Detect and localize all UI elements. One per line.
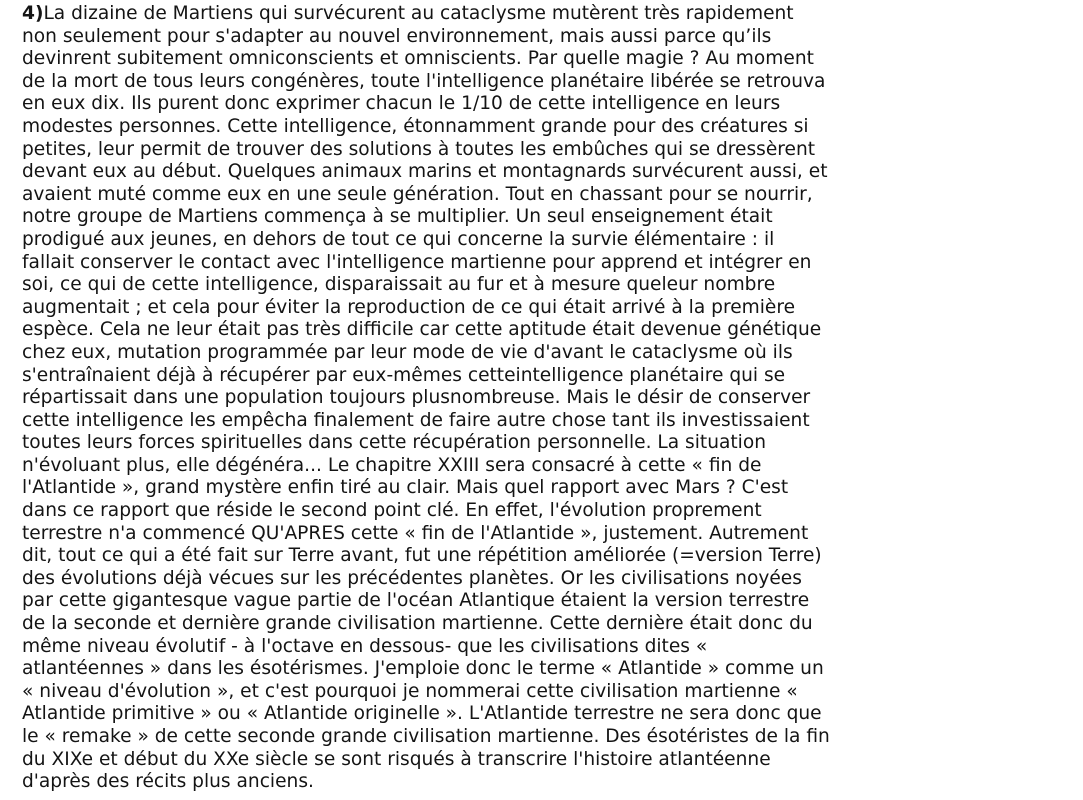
text-line-25: dit, tout ce qui a été fait sur Terre avant, fut une répétition améliorée (=version Terre) [22, 545, 822, 567]
text-line-9: avaient muté comme eux en une seule génération. Tout en chassant pour se nourrir, [22, 183, 813, 205]
text-line-22: l'Atlantide », grand mystère enfin tiré au clair. Mais quel rapport avec Mars ? C'est [22, 477, 789, 499]
text-line-28: de la seconde et dernière grande civilisation martienne. Cette dernière était donc du [22, 613, 813, 635]
text-line-27: par cette gigantesque vague partie de l'océan Atlantique étaient la version terrestre [22, 590, 810, 612]
text-line-30: atlantéennes » dans les ésotérismes. J'emploie donc le terme « Atlantide » comme un [22, 658, 824, 680]
text-line-26: des évolutions déjà vécues sur les précédentes planètes. Or les civilisations noyées [22, 567, 802, 589]
text-line-31: « niveau d'évolution », et c'est pourquoi je nommerai cette civilisation martienne « [22, 680, 798, 702]
text-line-7: petites, leur permit de trouver des solutions à toutes les embûches qui se dressèrent [22, 138, 816, 160]
text-line-14: augmentait ; et cela pour éviter la reproduction de ce qui était arrivé à la première [22, 296, 796, 318]
text-line-35: d'après des récits plus anciens. [22, 771, 314, 793]
text-line-11: prodigué aux jeunes, en dehors de tout ce qui concerne la survie élémentaire : il [22, 228, 775, 250]
text-line-5: en eux dix. Ils purent donc exprimer chacun le 1/10 de cette intelligence en leurs [22, 93, 781, 115]
text-line-15: espèce. Cela ne leur était pas très difficile car cette aptitude était devenue génétique [22, 319, 822, 341]
text-line-24: terrestre n'a commencé QU'APRES cette « fin de l'Atlantide », justement. Autrement [22, 522, 809, 544]
text-line-19: cette intelligence les empêcha finalement de faire autre chose tant ils investissaient [22, 409, 810, 431]
text-line-32: Atlantide primitive » ou « Atlantide originelle ». L'Atlantide terrestre ne sera donc que [22, 703, 822, 725]
text-line-23: dans ce rapport que réside le second point clé. En effet, l'évolution proprement [22, 500, 762, 522]
text-line-18: répartissait dans une population toujours plusnombreuse. Mais le désir de conserver [22, 387, 811, 409]
text-line-3: devinrent subitement omniconscients et omniscients. Par quelle magie ? Au moment [22, 48, 814, 70]
section-number: 4) [22, 3, 44, 24]
text-line-29: même niveau évolutif - à l'octave en dessous- que les civilisations dites « [22, 635, 708, 657]
text-line-6: modestes personnes. Cette intelligence, étonnamment grande pour des créatures si [22, 115, 809, 137]
text-line-34: du XIXe et début du XXe siècle se sont risqués à transcrire l'histoire atlantéenne [22, 748, 771, 770]
text-line-16: chez eux, mutation programmée par leur mode de vie d'avant le cataclysme où ils [22, 341, 793, 363]
text-line-2: non seulement pour s'adapter au nouvel environnement, mais aussi parce qu’ils [22, 25, 772, 47]
text-line-10: notre groupe de Martiens commença à se multiplier. Un seul enseignement était [22, 206, 773, 228]
text-line-1 [22, 3, 1083, 26]
text-line-20: toutes leurs forces spirituelles dans cette récupération personnelle. La situation [22, 432, 766, 454]
text-line-12: fallait conserver le contact avec l'intelligence martienne pour apprend et intégrer en [22, 251, 812, 273]
text-line-4: de la mort de tous leurs congénères, toute l'intelligence planétaire libérée se retrouva [22, 70, 826, 92]
text-line-21: n'évoluant plus, elle dégénéra... Le chapitre XXIII sera consacré à cette « fin de [22, 454, 762, 476]
text-line-8: devant eux au début. Quelques animaux marins et montagnards survécurent aussi, et [22, 161, 828, 183]
text-line-33: le « remake » de cette seconde grande civilisation martienne. Des ésotéristes de la fin [22, 726, 830, 747]
text-line-17: s'entraînaient déjà à récupérer par eux-mêmes cetteintelligence planétaire qui se [22, 364, 786, 386]
text-line-13: soi, ce qui de cette intelligence, disparaissait au fur et à mesure queleur nombre [22, 274, 776, 296]
line-text: La dizaine de Martiens qui survécurent au cataclysme mutèrent très rapidement [43, 3, 794, 24]
